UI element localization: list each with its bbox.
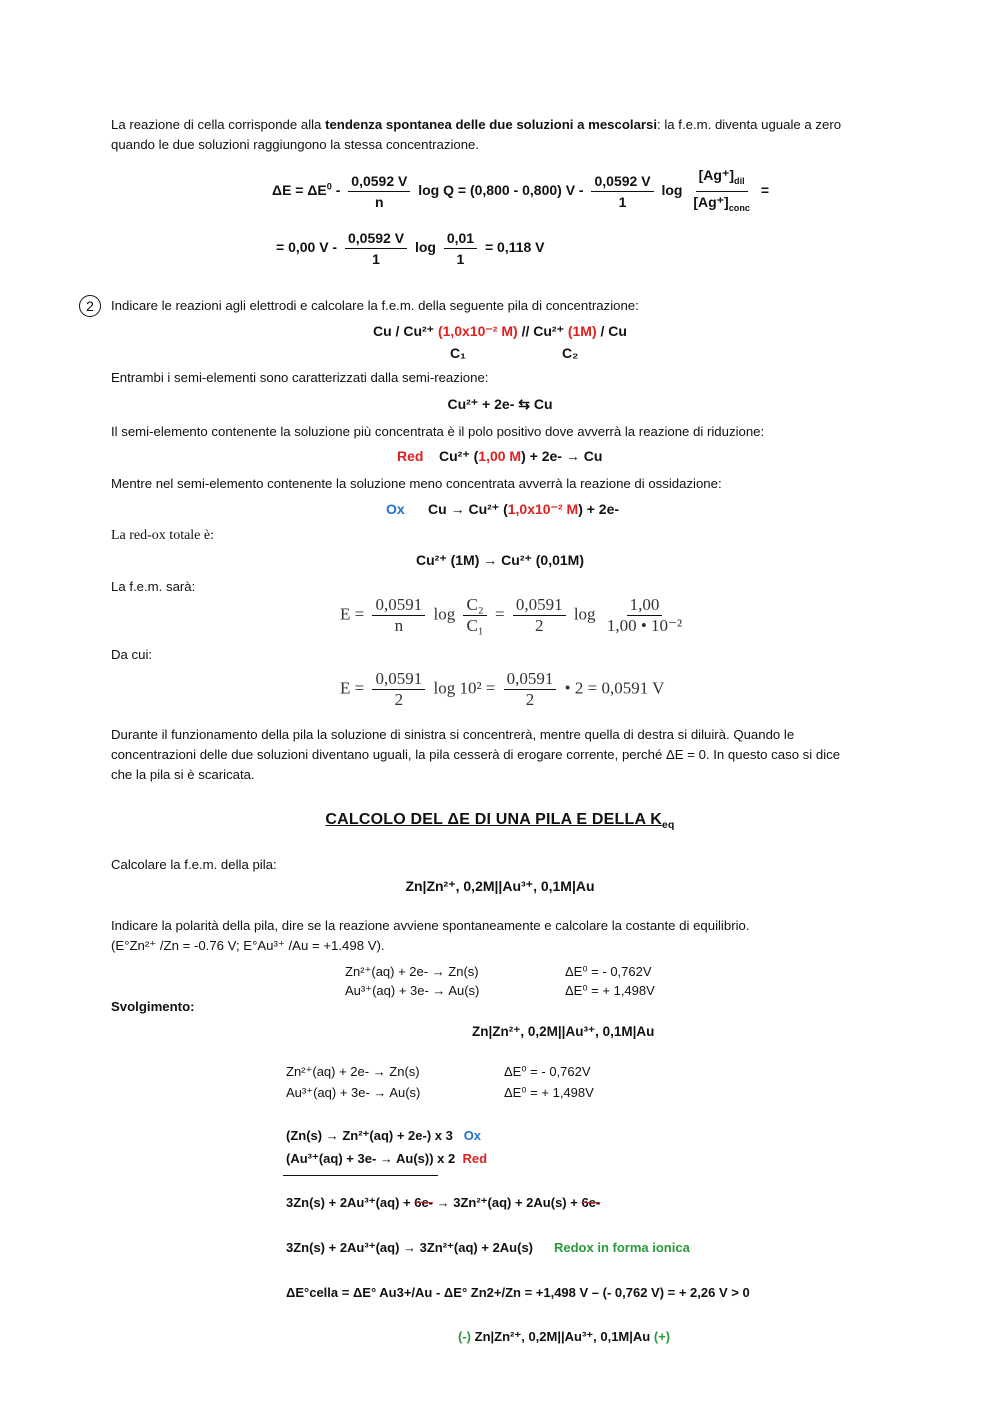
label-c2: C₂ [562,345,579,361]
total-redox: Cu²⁺ (1M) → Cu²⁺ (0,01M) [416,552,584,568]
half-reaction-zn: Zn²⁺(aq) + 2e- → Zn(s) [345,964,479,979]
half-reactions-solution: Zn²⁺(aq) + 2e- → Zn(s) Au³⁺(aq) + 3e- → Au(s) [286,1064,421,1100]
oxidation-reaction: Ox Cu → Cu²⁺ (1,0x10⁻² M) + 2e- [386,501,620,517]
calc-text: Calcolare la f.e.m. della pila: [111,857,277,872]
red-label: Red [397,448,424,464]
during-paragraph: Durante il funzionamento della pila la soluzione di sinistra si concentrerà, mentre quella di destra si diluirà. Quando le concentrazioni delle due soluzioni diventano uguali, la pila cesserà di erogare corrente, perché ΔE = 0. In questo caso si dice che la pila si è scaricata. [111,727,841,782]
da-cui-text: Da cui: [111,647,153,662]
fem-formula: E = $\frac{0,0591}{n}$ log $\frac{\text{C₂}}{\text{C₁}}$ = $\frac{0,0591}{2}$ log $\frac{1,00}{\text{1,00 • 10⁻²}}$ [340,595,683,635]
label-c1: C₁ [450,345,466,361]
semi-reaction: Cu²⁺ + 2e- ⇆ Cu [447,396,553,412]
half-reaction-au: Au³⁺(aq) + 3e- → Au(s) [345,983,480,998]
potentials-solution: ΔE⁰ = - 0,762V ΔE⁰ = + 1,498V [504,1064,594,1100]
ionic-redox: 3Zn(s) + 2Au³⁺(aq) → 3Zn²⁺(aq) + 2Au(s) [286,1240,534,1255]
ox-label: Ox [386,501,405,517]
half-potentials-given [565,962,655,1000]
ionic-redox-tag: Redox in forma ionica [554,1240,690,1255]
fem-result-formula: E = $\frac{0,0591}{2}$ log 10² = $\frac{0,0591}{2}$ • 2 = 0,0591 V [340,669,665,709]
concentration-cell: Cu / Cu²⁺ (1,0x10⁻² M) // Cu²⁺ (1M) / Cu [373,323,627,339]
semi-text: Entrambi i semi-elementi sono caratterizzati dalla semi-reazione: [111,370,489,385]
intro-bold-text: tendenza spontanea delle due soluzioni a mescolarsi [325,117,658,132]
intro-paragraph [111,115,911,155]
half-reactions-given [345,962,479,1000]
svolgimento-label: Svolgimento: [111,999,195,1014]
sum-reaction: 3Zn(s) + 2Au³⁺(aq) + 6e- → 3Zn²⁺(aq) + 2Au(s) + 6e- [286,1195,601,1210]
reduction-reaction: Red Cu²⁺ (1,00 M) + 2e- → Cu [397,448,603,464]
potential-au: ΔE⁰ = + 1,498V [565,983,655,998]
oxidation-text: Mentre nel semi-elemento contenente la soluzione meno concentrata avverrà la reazione di ossidazione: [111,476,722,491]
red-multiplied: (Au³⁺(aq) + 3e- → Au(s)) x 2 Red [286,1151,488,1166]
indicate-paragraph: Indicare la polarità della pila, dire se la reazione avviene spontaneamente e calcolare la costante di equilibrio. (E°Zn²⁺ /Zn = -0.76 V; E°Au³⁺ /Au = +1.498 V). [111,918,750,953]
fem-text: La f.e.m. sarà: [111,579,196,594]
intro-text-end: : la f.e.m. diventa uguale a zero [657,117,842,132]
positive-pole-text: Il semi-elemento contenente la soluzione più concentrata è il polo positivo dove avverrà la reazione di riduzione: [111,424,765,439]
cell-solution: Zn|Zn²⁺, 0,2M||Au³⁺, 0,1M|Au [472,1024,655,1039]
section-title: CALCOLO DEL ΔE DI UNA PILA E DELLA $K_{eq}$ [325,811,675,832]
delta-e-cell: ΔE°cella = ΔE° Au3+/Au - ΔE° Zn2+/Zn = +1,498 V – (- 0,762 V) = + 2,26 V > 0 [286,1285,750,1300]
total-redox-text: La red-ox totale è: [111,528,215,543]
intro-text: La reazione di cella corrisponde alla [111,117,326,132]
zn-au-cell: Zn|Zn²⁺, 0,2M||Au³⁺, 0,1M|Au [405,878,595,894]
ox-multiplied: (Zn(s) → Zn²⁺(aq) + 2e-) x 3 Ox [286,1128,482,1143]
intro-line2: quando le due soluzioni raggiungono la stessa concentrazione. [111,137,480,152]
final-cell: (-) Zn|Zn²⁺, 0,2M||Au³⁺, 0,1M|Au (+) [458,1329,671,1344]
exercise-number: 2 [79,295,101,317]
equation-result: = 0,00 V - $\frac{0,0592 V}{1}$ log $\frac{0,01}{1}$ = 0,118 V [276,230,545,267]
exercise-question: Indicare le reazioni agli elettrodi e calcolare la f.e.m. della seguente pila di concentrazione: [111,298,639,313]
equation-delta-e: $\Delta E = \Delta E^0$ - $\frac{0,0592 V}{n}$ log Q = (0,800 - 0,800) V - $\frac{0,0592 V}{1}$ log $\frac{[Ag^+]_{dil}}{[Ag^+]_{conc}}$ = [272,167,770,213]
potential-zn: ΔE⁰ = - 0,762V [565,964,652,979]
sum-divider [283,1175,438,1176]
